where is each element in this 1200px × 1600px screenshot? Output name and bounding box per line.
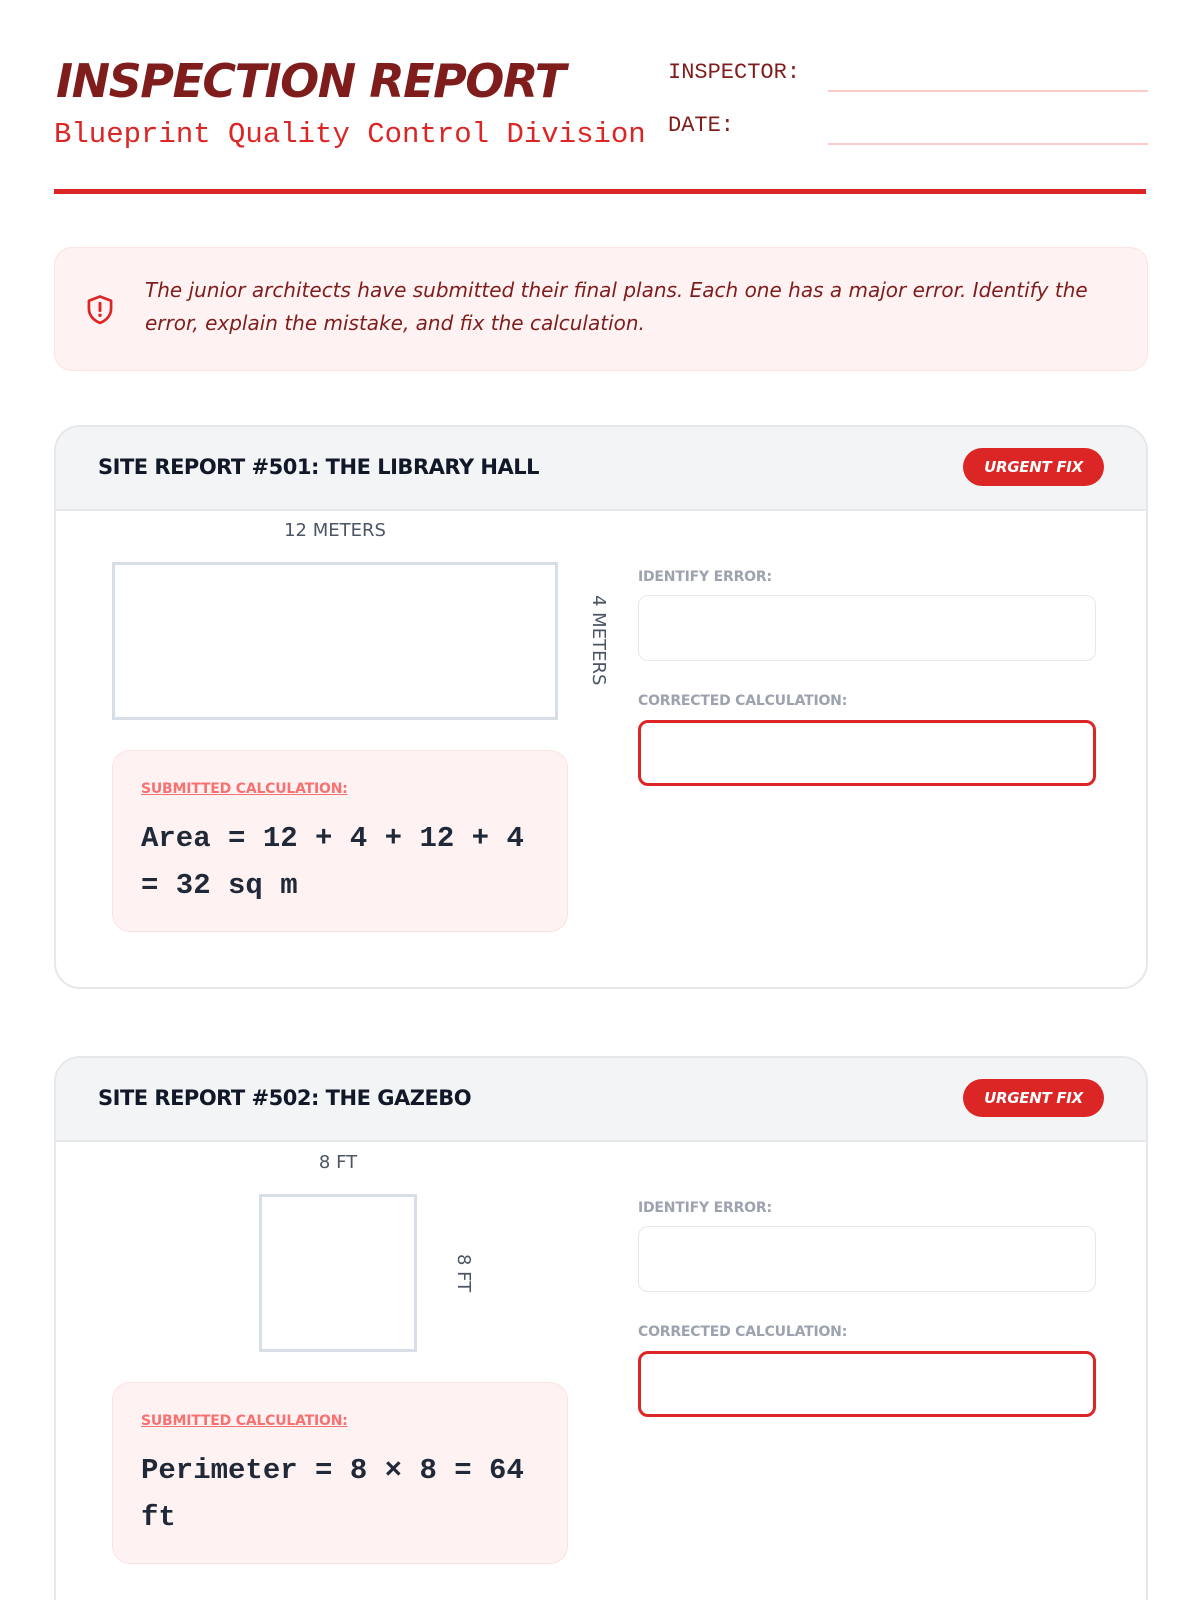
date-label: DATE: bbox=[668, 113, 735, 138]
date-line[interactable] bbox=[828, 143, 1148, 145]
card-header bbox=[56, 427, 1146, 511]
urgent-fix-badge: URGENT FIX bbox=[963, 1079, 1104, 1117]
instructions-box bbox=[54, 247, 1148, 371]
identify-error-label: IDENTIFY ERROR: bbox=[638, 1200, 772, 1216]
page-title: INSPECTION REPORT bbox=[56, 54, 565, 108]
inspector-line[interactable] bbox=[828, 90, 1148, 92]
submitted-calculation-label: SUBMITTED CALCULATION: bbox=[141, 1413, 348, 1429]
identify-error-input[interactable] bbox=[638, 595, 1096, 661]
width-dimension-label: 12 METERS bbox=[284, 520, 386, 541]
card-header bbox=[56, 1058, 1146, 1142]
site-report-card bbox=[54, 425, 1148, 989]
identify-error-input[interactable] bbox=[638, 1226, 1096, 1292]
library-hall-rectangle bbox=[112, 562, 558, 720]
corrected-calculation-label: CORRECTED CALCULATION: bbox=[638, 693, 848, 709]
submitted-calculation-text: Area = 12 + 4 + 12 + 4 = 32 sq m bbox=[141, 822, 524, 902]
report-title: SITE REPORT #502: THE GAZEBO bbox=[98, 1086, 472, 1110]
submitted-calculation-text: Perimeter = 8 × 8 = 64 ft bbox=[141, 1454, 524, 1534]
site-report-card bbox=[54, 1056, 1148, 1600]
corrected-calculation-input[interactable] bbox=[638, 720, 1096, 786]
report-title: SITE REPORT #501: THE LIBRARY HALL bbox=[98, 455, 539, 479]
height-dimension-label: 4 METERS bbox=[588, 595, 609, 686]
urgent-fix-badge: URGENT FIX bbox=[963, 448, 1104, 486]
instructions-text: The junior architects have submitted their final plans. Each one has a major error. Identify the error, explain the mistake, and fix the calculation. bbox=[145, 278, 1088, 335]
submitted-calculation-label: SUBMITTED CALCULATION: bbox=[141, 781, 348, 797]
submitted-calculation-box bbox=[112, 1382, 568, 1564]
width-dimension-label: 8 FT bbox=[318, 1152, 358, 1173]
gazebo-square bbox=[259, 1194, 417, 1352]
identify-error-label: IDENTIFY ERROR: bbox=[638, 569, 772, 585]
submitted-calculation-box bbox=[112, 750, 568, 932]
corrected-calculation-input[interactable] bbox=[638, 1351, 1096, 1417]
report-header bbox=[54, 0, 1146, 194]
page-subtitle: Blueprint Quality Control Division bbox=[54, 118, 646, 151]
corrected-calculation-label: CORRECTED CALCULATION: bbox=[638, 1324, 848, 1340]
shield-alert-icon bbox=[85, 294, 115, 326]
height-dimension-label: 8 FT bbox=[453, 1254, 474, 1293]
inspector-label: INSPECTOR: bbox=[668, 60, 801, 85]
